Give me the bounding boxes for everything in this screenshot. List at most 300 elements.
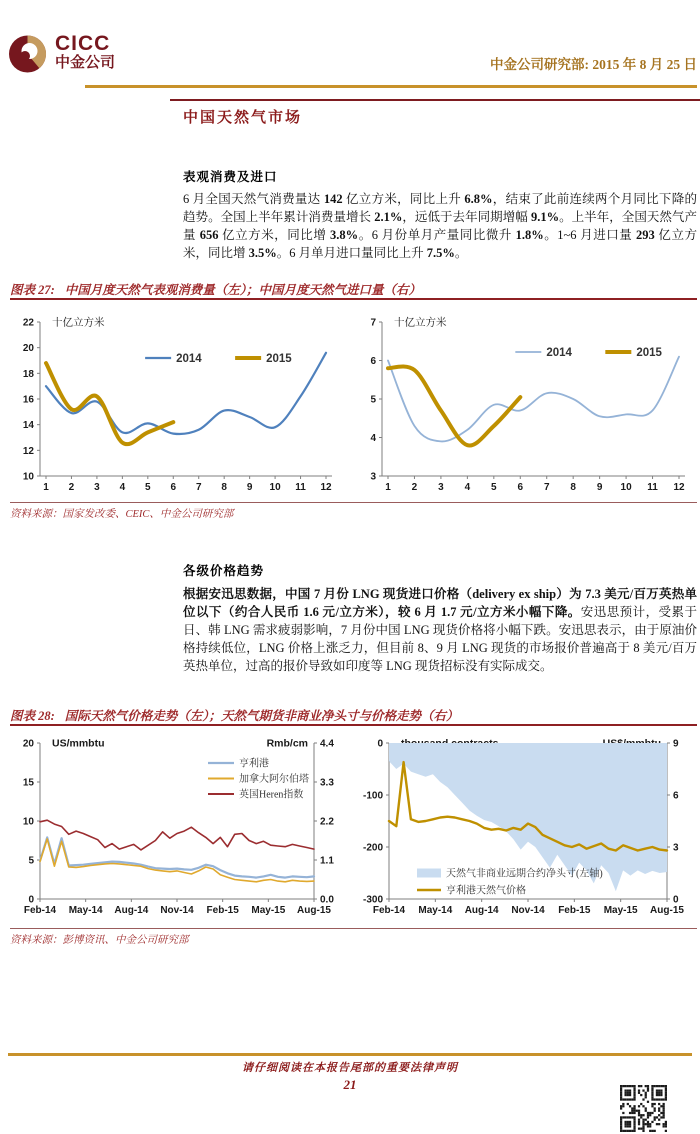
text-run: 。上半年，全国天然气产量: [183, 210, 697, 242]
x-tick-label: 7: [195, 482, 202, 493]
section-heading-consumption: 表观消费及进口: [183, 170, 278, 184]
x-tick-label: May-15: [251, 905, 286, 916]
qr-module: [622, 1085, 624, 1087]
qr-module: [660, 1116, 662, 1118]
x-tick-label: May-15: [603, 905, 638, 916]
y-tick-label: 0.0: [320, 894, 334, 906]
x-tick-label: 2: [411, 482, 418, 493]
qr-module: [656, 1098, 658, 1100]
x-tick-label: 11: [647, 482, 658, 493]
qr-module: [645, 1123, 647, 1125]
qr-module: [622, 1103, 624, 1105]
qr-module: [647, 1121, 649, 1123]
qr-module: [665, 1092, 667, 1094]
qr-module: [663, 1112, 665, 1114]
legend-swatch-天然气非商业远期合约净头寸(左轴): [417, 869, 441, 878]
qr-module: [629, 1112, 631, 1114]
text-run: 亿立方米，同比增: [218, 228, 331, 242]
qr-module: [640, 1116, 642, 1118]
qr-module: [624, 1116, 626, 1118]
qr-module: [651, 1096, 653, 1098]
qr-module: [631, 1098, 633, 1100]
x-tick-label: 9: [596, 482, 603, 493]
qr-module: [651, 1130, 653, 1132]
x-tick-label: Aug-14: [114, 905, 149, 916]
text-run: 亿立方米，同比增: [183, 228, 697, 260]
x-tick-label: May-14: [68, 905, 103, 916]
qr-module: [645, 1119, 647, 1121]
qr-module: [665, 1087, 667, 1089]
x-tick-label: Nov-14: [160, 905, 194, 916]
qr-module: [663, 1098, 665, 1100]
qr-module: [665, 1089, 667, 1091]
x-tick-label: 10: [269, 482, 281, 493]
x-tick-label: Aug-15: [297, 905, 331, 916]
text-run: 293: [636, 228, 655, 242]
text-run: 656: [199, 228, 219, 242]
qr-module: [649, 1112, 651, 1114]
x-tick-label: 12: [320, 482, 332, 493]
text-run: 142: [323, 192, 343, 206]
qr-module: [665, 1121, 667, 1123]
qr-module: [660, 1089, 662, 1091]
y-tick-label: -100: [362, 790, 383, 802]
unit-label-right: Rmb/cm: [266, 737, 308, 750]
y-tick-label: 5: [28, 855, 34, 867]
qr-module: [654, 1098, 656, 1100]
footer-page-number: 21: [343, 1077, 357, 1092]
figure28-label: 图表 28:: [10, 709, 55, 723]
qr-code: [620, 1085, 667, 1132]
qr-module: [620, 1098, 622, 1100]
qr-module: [660, 1094, 662, 1096]
qr-module: [627, 1123, 629, 1125]
qr-module: [658, 1094, 660, 1096]
paragraph-consumption: [183, 190, 697, 262]
qr-module: [620, 1089, 622, 1091]
fig28-right-chart: [351, 727, 697, 925]
y-tick-label: 4.4: [320, 738, 334, 750]
text-run: 亿立方米，同比上升: [342, 192, 465, 206]
qr-module: [654, 1119, 656, 1121]
qr-module: [620, 1085, 622, 1087]
figure27-source: 资料来源：国家发改委、CEIC、中金公司研究部: [10, 509, 234, 520]
x-tick-label: Aug-15: [650, 905, 684, 916]
qr-module: [624, 1125, 626, 1127]
qr-module: [629, 1123, 631, 1125]
qr-module: [633, 1094, 635, 1096]
y-tick-label: 20: [22, 738, 34, 750]
qr-module: [663, 1110, 665, 1112]
qr-module: [665, 1125, 667, 1127]
qr-module: [642, 1128, 644, 1130]
qr-module: [654, 1103, 656, 1105]
qr-module: [640, 1085, 642, 1087]
x-tick-label: 8: [221, 482, 227, 493]
y-tick-label: 0: [377, 738, 383, 750]
qr-module: [651, 1121, 653, 1123]
footer-legal-notice: 请仔细阅读在本报告尾部的重要法律声明: [242, 1062, 458, 1074]
text-run: 安迅思预计，受累于日、韩 LNG 需求疲弱影响，7 月份中国 LNG 现货价格将小幅下跌。安迅思表示，由于原油价格持续低位，LNG 价格上涨乏力，但目前 8、9 月 LNG 现货的市场报价普遍高于 8 美元/百万英热单位，过高的报价导致如印度等 LNG 现货招标没有实际成交。: [183, 605, 697, 673]
qr-module: [658, 1110, 660, 1112]
qr-module: [638, 1114, 640, 1116]
qr-module: [624, 1130, 626, 1132]
text-run: 6 月全国天然气消费量达: [183, 192, 324, 206]
qr-module: [651, 1103, 653, 1105]
qr-module: [633, 1121, 635, 1123]
text-run: 3.5%: [248, 246, 277, 260]
footer-gold-rule: [8, 1053, 692, 1056]
qr-module: [633, 1119, 635, 1121]
y-tick-label: 3.3: [320, 777, 334, 789]
cicc-logo-icon: [8, 33, 48, 75]
qr-module: [633, 1125, 635, 1127]
qr-module: [633, 1089, 635, 1091]
qr-module: [629, 1121, 631, 1123]
qr-module: [620, 1121, 622, 1123]
figure28-source: 资料来源：彭博资讯、中金公司研究部: [10, 935, 189, 946]
x-tick-label: 5: [491, 482, 497, 493]
text-run: ，远低于去年同期增幅: [402, 210, 531, 224]
qr-module: [656, 1094, 658, 1096]
qr-module: [645, 1096, 647, 1098]
y-tick-label: 15: [22, 777, 34, 789]
x-tick-label: Feb-14: [372, 905, 406, 916]
y-tick-label: -200: [362, 842, 383, 854]
qr-module: [642, 1098, 644, 1100]
qr-module: [647, 1087, 649, 1089]
qr-module: [654, 1116, 656, 1118]
text-run: ，结束了此前连续两个月同比下降的趋势。全国上半年累计消费量增长: [183, 192, 697, 224]
text-run: 2.1%: [374, 210, 403, 224]
qr-module: [629, 1098, 631, 1100]
qr-module: [665, 1085, 667, 1087]
figure27-caption-text: 中国月度天然气表观消费量（左）；中国月度天然气进口量（右）: [64, 283, 422, 297]
qr-module: [620, 1125, 622, 1127]
qr-module: [629, 1094, 631, 1096]
qr-module: [636, 1110, 638, 1112]
qr-module: [633, 1087, 635, 1089]
text-run: 7.5%: [426, 246, 455, 260]
qr-module: [645, 1085, 647, 1087]
qr-module: [622, 1116, 624, 1118]
qr-module: [642, 1119, 644, 1121]
logo-name: 中金公司: [55, 54, 116, 71]
qr-module: [633, 1105, 635, 1107]
text-run: 6.8%: [464, 192, 493, 206]
qr-module: [642, 1123, 644, 1125]
qr-module: [620, 1123, 622, 1125]
qr-module: [631, 1116, 633, 1118]
figure27-top-rule: [10, 298, 697, 300]
qr-module: [629, 1089, 631, 1091]
qr-module: [638, 1092, 640, 1094]
qr-module: [658, 1119, 660, 1121]
qr-module: [627, 1089, 629, 1091]
x-tick-label: 4: [464, 482, 471, 493]
fig27-right-chart: [356, 306, 697, 502]
qr-module: [627, 1125, 629, 1127]
qr-module: [633, 1098, 635, 1100]
qr-module: [624, 1098, 626, 1100]
qr-module: [642, 1114, 644, 1116]
x-tick-label: 12: [673, 482, 685, 493]
qr-module: [638, 1128, 640, 1130]
x-tick-label: 10: [620, 482, 632, 493]
figure28-bottom-rule: [10, 928, 697, 929]
qr-module: [638, 1105, 640, 1107]
legend-label-2014: 2014: [176, 353, 202, 365]
qr-module: [620, 1116, 622, 1118]
logo-acronym: CICC: [55, 32, 111, 55]
qr-module: [660, 1112, 662, 1114]
unit-label-left: 十亿立方米: [52, 317, 105, 329]
x-tick-label: Aug-14: [464, 905, 499, 916]
x-tick-label: 8: [570, 482, 576, 493]
qr-module: [627, 1121, 629, 1123]
qr-module: [638, 1089, 640, 1091]
qr-module: [642, 1121, 644, 1123]
y-tick-label: 22: [22, 317, 34, 329]
qr-module: [620, 1119, 622, 1121]
x-tick-label: 5: [145, 482, 151, 493]
page-title: 中国天然气市场: [183, 110, 303, 126]
qr-module: [647, 1123, 649, 1125]
qr-module: [633, 1110, 635, 1112]
qr-module: [645, 1110, 647, 1112]
qr-module: [642, 1105, 644, 1107]
legend-label-2015: 2015: [636, 347, 662, 359]
y-tick-label: 0: [28, 894, 34, 906]
legend-label-亨利港天然气价格: 亨利港天然气价格: [446, 885, 526, 897]
qr-module: [651, 1092, 653, 1094]
qr-module: [649, 1114, 651, 1116]
qr-module: [665, 1130, 667, 1132]
figure27-bottom-rule: [10, 502, 697, 503]
qr-module: [640, 1128, 642, 1130]
qr-module: [660, 1105, 662, 1107]
qr-module: [638, 1112, 640, 1114]
x-tick-label: 3: [94, 482, 100, 493]
qr-module: [647, 1114, 649, 1116]
qr-module: [658, 1114, 660, 1116]
qr-module: [642, 1130, 644, 1132]
legend-label-2014: 2014: [546, 347, 572, 359]
qr-module: [658, 1098, 660, 1100]
title-rule: [170, 99, 700, 101]
qr-module: [647, 1125, 649, 1127]
qr-module: [631, 1110, 633, 1112]
qr-module: [654, 1130, 656, 1132]
qr-module: [622, 1112, 624, 1114]
qr-module: [645, 1107, 647, 1109]
qr-module: [633, 1085, 635, 1087]
text-run: 1.8%: [515, 228, 544, 242]
legend-label-加拿大阿尔伯塔: 加拿大阿尔伯塔: [239, 774, 309, 785]
x-tick-label: 1: [43, 482, 49, 493]
qr-module: [622, 1098, 624, 1100]
qr-module: [656, 1116, 658, 1118]
y-tick-label: 18: [22, 368, 34, 380]
y-tick-label: 3: [673, 842, 679, 854]
cicc-logo: [8, 33, 115, 75]
qr-module: [651, 1087, 653, 1089]
qr-module: [651, 1089, 653, 1091]
qr-module: [638, 1110, 640, 1112]
qr-module: [638, 1123, 640, 1125]
section-heading-prices: 各级价格趋势: [183, 564, 265, 578]
qr-module: [620, 1105, 622, 1107]
x-tick-label: May-14: [418, 905, 453, 916]
y-tick-label: 6: [673, 790, 679, 802]
qr-module: [620, 1130, 622, 1132]
qr-module: [645, 1092, 647, 1094]
qr-module: [620, 1096, 622, 1098]
qr-module: [651, 1105, 653, 1107]
y-tick-label: 0: [673, 894, 679, 906]
qr-module: [624, 1094, 626, 1096]
qr-module: [638, 1121, 640, 1123]
qr-module: [627, 1094, 629, 1096]
x-tick-label: 2: [68, 482, 75, 493]
qr-module: [665, 1094, 667, 1096]
qr-module: [663, 1125, 665, 1127]
y-tick-label: 10: [22, 471, 34, 483]
qr-module: [649, 1130, 651, 1132]
y-tick-label: 3: [370, 471, 376, 483]
qr-module: [633, 1096, 635, 1098]
qr-module: [620, 1092, 622, 1094]
figure27-label: 图表 27:: [10, 283, 55, 297]
qr-module: [658, 1085, 660, 1087]
qr-module: [629, 1125, 631, 1127]
qr-module: [649, 1125, 651, 1127]
x-tick-label: 4: [119, 482, 126, 493]
qr-module: [624, 1123, 626, 1125]
qr-module: [663, 1107, 665, 1109]
qr-module: [654, 1107, 656, 1109]
qr-module: [658, 1089, 660, 1091]
fig28-left-chart: [10, 727, 352, 925]
header-gold-rule: [85, 85, 697, 88]
qr-module: [665, 1096, 667, 1098]
legend-label-天然气非商业远期合约净头寸(左轴): 天然气非商业远期合约净头寸(左轴): [446, 868, 603, 880]
figure28-top-rule: [10, 724, 697, 726]
qr-module: [624, 1092, 626, 1094]
qr-module: [651, 1098, 653, 1100]
qr-module: [624, 1089, 626, 1091]
series-line-英国Heren指数: [40, 820, 314, 850]
qr-module: [627, 1116, 629, 1118]
y-tick-label: 20: [22, 343, 34, 355]
x-tick-label: 3: [438, 482, 444, 493]
qr-module: [647, 1101, 649, 1103]
series-line-2015: [388, 366, 520, 445]
text-run: 9.1%: [530, 210, 560, 224]
qr-module: [642, 1089, 644, 1091]
y-tick-label: -300: [362, 894, 383, 906]
qr-module: [624, 1085, 626, 1087]
legend-label-2015: 2015: [266, 353, 292, 365]
qr-module: [642, 1125, 644, 1127]
x-tick-label: Feb-15: [558, 905, 591, 916]
y-tick-label: 6: [370, 356, 376, 367]
qr-module: [651, 1085, 653, 1087]
qr-module: [633, 1107, 635, 1109]
text-run: 。6 月单月进口量同比上升: [276, 246, 427, 260]
fig27-left-chart: [10, 306, 344, 502]
qr-module: [658, 1123, 660, 1125]
x-tick-label: 9: [246, 482, 253, 493]
unit-label-left: US/mmbtu: [52, 737, 105, 750]
qr-module: [627, 1130, 629, 1132]
series-line-2015: [46, 363, 173, 444]
qr-module: [627, 1103, 629, 1105]
qr-module: [658, 1107, 660, 1109]
qr-module: [647, 1085, 649, 1087]
qr-module: [656, 1089, 658, 1091]
y-tick-label: 14: [22, 420, 34, 432]
y-tick-label: 7: [370, 317, 376, 329]
qr-module: [663, 1123, 665, 1125]
qr-module: [663, 1105, 665, 1107]
qr-module: [633, 1116, 635, 1118]
qr-module: [624, 1121, 626, 1123]
qr-module: [647, 1116, 649, 1118]
qr-module: [649, 1123, 651, 1125]
qr-module: [663, 1103, 665, 1105]
qr-module: [660, 1085, 662, 1087]
qr-module: [658, 1103, 660, 1105]
qr-module: [633, 1112, 635, 1114]
y-tick-label: 9: [673, 738, 679, 750]
legend-label-亨利港: 亨利港: [239, 758, 269, 770]
qr-module: [633, 1123, 635, 1125]
qr-module: [629, 1130, 631, 1132]
figure28-caption-text: 国际天然气价格走势（左）；天然气期货非商业净头寸与价格走势（右）: [64, 709, 459, 723]
qr-module: [651, 1094, 653, 1096]
header-dept-date: 中金公司研究部: 2015 年 8 月 25 日: [490, 57, 697, 72]
qr-module: [638, 1085, 640, 1087]
x-tick-label: 6: [170, 482, 177, 493]
x-tick-label: 6: [517, 482, 524, 493]
qr-module: [627, 1098, 629, 1100]
qr-module: [651, 1112, 653, 1114]
y-tick-label: 1.1: [320, 855, 334, 867]
qr-module: [631, 1107, 633, 1109]
qr-module: [620, 1094, 622, 1096]
qr-module: [647, 1112, 649, 1114]
y-tick-label: 12: [22, 445, 34, 457]
y-tick-label: 16: [22, 394, 34, 406]
qr-module: [640, 1094, 642, 1096]
qr-module: [647, 1089, 649, 1091]
y-tick-label: 4: [370, 433, 376, 444]
qr-module: [620, 1128, 622, 1130]
y-tick-label: 10: [22, 816, 34, 828]
qr-module: [633, 1092, 635, 1094]
qr-module: [656, 1123, 658, 1125]
legend-label-英国Heren指数: 英国Heren指数: [239, 789, 304, 801]
qr-module: [663, 1114, 665, 1116]
qr-module: [631, 1130, 633, 1132]
qr-module: [629, 1116, 631, 1118]
qr-module: [660, 1092, 662, 1094]
qr-module: [660, 1098, 662, 1100]
x-tick-label: 1: [385, 482, 391, 493]
qr-module: [663, 1116, 665, 1118]
x-tick-label: Feb-14: [23, 905, 57, 916]
